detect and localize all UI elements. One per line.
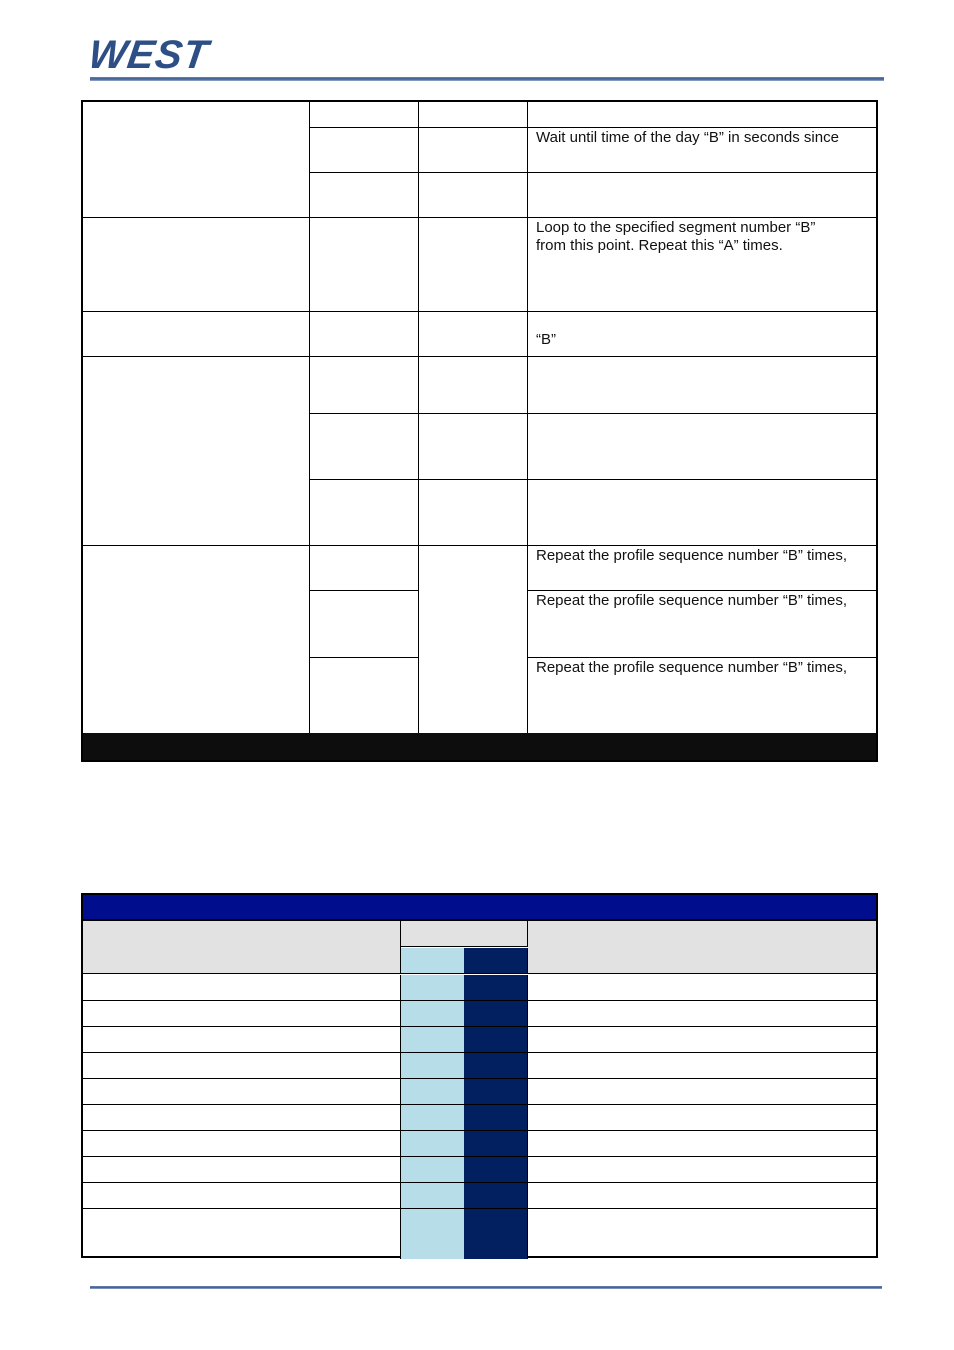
table-row-cell [528, 1183, 876, 1209]
table-cell [310, 480, 419, 546]
table-row-cell [401, 1183, 464, 1209]
table-row-cell [528, 975, 876, 1001]
table-row-cell [464, 1183, 528, 1209]
table-cell [83, 357, 310, 546]
table-cell [310, 312, 419, 357]
table-cell [419, 357, 528, 414]
description-text: “B” [536, 331, 556, 348]
table-row-cell [83, 1183, 401, 1209]
table-cell [419, 480, 528, 546]
profile-segment-table [81, 100, 878, 762]
table-cell [528, 312, 876, 357]
parameter-table [81, 893, 878, 1258]
table-cell [528, 357, 876, 414]
table-row-cell [528, 1209, 876, 1259]
table-row-cell [528, 1027, 876, 1053]
footer-rule [90, 1286, 882, 1289]
table-cell [419, 546, 528, 733]
table-title-bar [83, 895, 876, 921]
table-row-cell [464, 1027, 528, 1053]
description-text: Wait until time of the day “B” in seconds since [536, 129, 839, 146]
table-cell [419, 218, 528, 312]
table-footer-band [83, 733, 876, 760]
table-cell [528, 546, 876, 591]
table-cell [310, 546, 419, 591]
table-cell [83, 546, 310, 733]
table-cell [310, 102, 419, 128]
table-cell [310, 591, 419, 658]
table-row-cell [83, 1105, 401, 1131]
table-cell [528, 218, 876, 312]
description-text: Loop to the specified segment number “B” from this point. Repeat this “A” times. [536, 219, 816, 254]
table-cell [419, 128, 528, 173]
west-logo: WEST [85, 33, 212, 77]
table-row-cell [83, 1079, 401, 1105]
description-text: Repeat the profile sequence number “B” times, [536, 592, 847, 609]
table-cell [310, 357, 419, 414]
table-cell [310, 414, 419, 480]
table-row-cell [464, 1209, 528, 1259]
table-row-cell [528, 1001, 876, 1027]
table-row-cell [528, 1157, 876, 1183]
table-row-cell [528, 1105, 876, 1131]
table-row-cell [401, 1209, 464, 1259]
table-row-cell [401, 1131, 464, 1157]
table-row-cell [401, 1027, 464, 1053]
table-row-cell [83, 1157, 401, 1183]
table-row-cell [464, 1105, 528, 1131]
table-cell [419, 414, 528, 480]
table-cell [528, 128, 876, 173]
table-row-cell [528, 1131, 876, 1157]
table-row-cell [464, 1053, 528, 1079]
table-cell [419, 102, 528, 128]
table-row-cell [401, 1079, 464, 1105]
table-cell [310, 658, 419, 733]
header-cell [528, 921, 876, 974]
table-cell [83, 312, 310, 357]
table-row-cell [83, 1053, 401, 1079]
table-cell [528, 658, 876, 733]
table-row-cell [401, 1001, 464, 1027]
header-cell [83, 921, 401, 974]
table-row-cell [401, 1053, 464, 1079]
table-cell [528, 102, 876, 128]
table-row-cell [528, 1079, 876, 1105]
table-cell [419, 173, 528, 218]
table-cell [528, 173, 876, 218]
table-row-cell [83, 1027, 401, 1053]
table-row-cell [528, 1053, 876, 1079]
table-cell [419, 312, 528, 357]
table-row-cell [401, 975, 464, 1001]
table-row-cell [401, 1105, 464, 1131]
header-cell [401, 921, 528, 947]
table-row-cell [83, 975, 401, 1001]
header-cell-dark [464, 948, 528, 974]
table-row-cell [464, 975, 528, 1001]
table-row-cell [464, 1157, 528, 1183]
table-row-cell [83, 1209, 401, 1259]
table-row-cell [464, 1131, 528, 1157]
header-cell-light [401, 948, 464, 974]
table-cell [528, 414, 876, 480]
table-row-cell [464, 1001, 528, 1027]
table-cell [528, 591, 876, 658]
header-rule [90, 77, 884, 81]
description-text: Repeat the profile sequence number “B” times, [536, 547, 847, 564]
table-cell [83, 218, 310, 312]
table-row-cell [464, 1079, 528, 1105]
table-row-cell [83, 1131, 401, 1157]
table-row-cell [401, 1157, 464, 1183]
table-cell [528, 480, 876, 546]
description-text: Repeat the profile sequence number “B” times, [536, 659, 847, 676]
table-cell [310, 173, 419, 218]
table-cell [310, 218, 419, 312]
table-row-cell [83, 1001, 401, 1027]
table-cell [310, 128, 419, 173]
table-cell [83, 102, 310, 218]
